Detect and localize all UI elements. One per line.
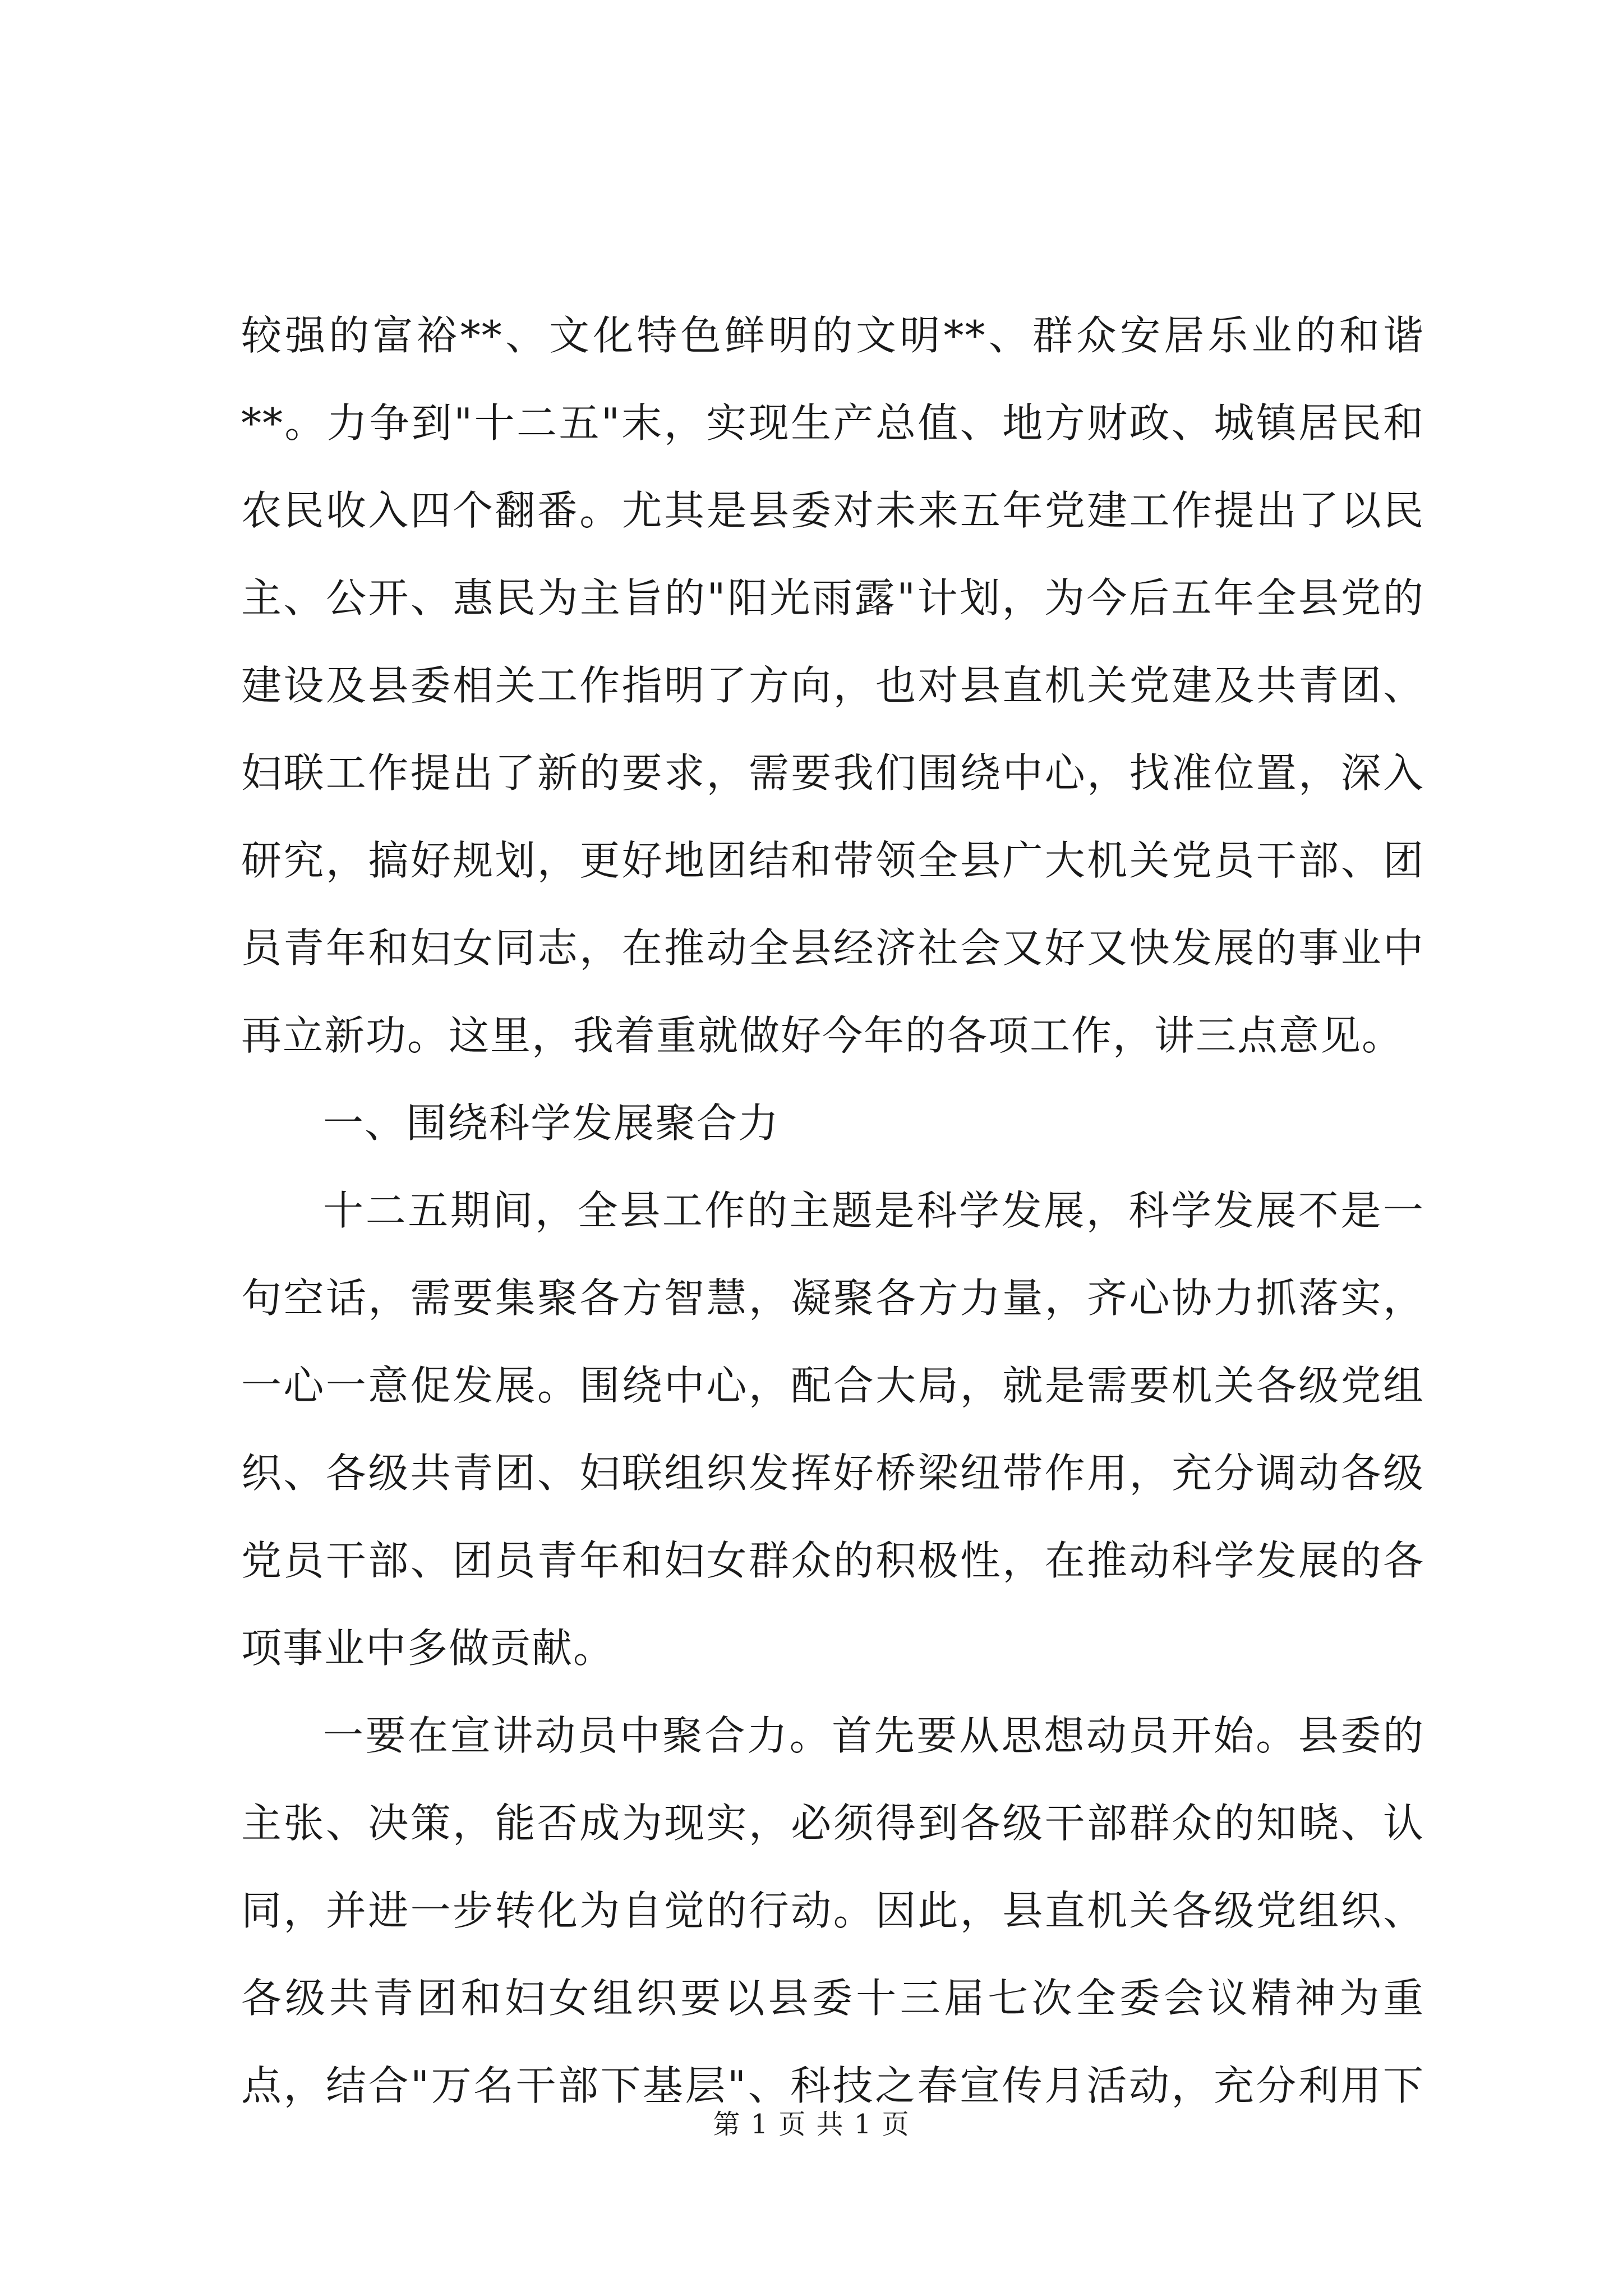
page-number-footer: 第 1 页 共 1 页 xyxy=(713,2109,910,2140)
text-line: 员青年和妇女同志，在推动全县经济社会又好又快发展的事业中 xyxy=(241,924,1424,972)
text-line: 建设及县委相关工作指明了方向，也对县直机关党建及共青团、 xyxy=(241,662,1424,709)
text-line: 各级共青团和妇女组织要以县委十三届七次全委会议精神为重 xyxy=(241,1975,1424,2022)
text-line: 再立新功。这里，我着重就做好今年的各项工作，讲三点意见。 xyxy=(241,1012,1404,1059)
text-line: 主、公开、惠民为主旨的"阳光雨露"计划，为今后五年全县党的 xyxy=(241,574,1424,622)
text-line: 项事业中多做贡献。 xyxy=(241,1625,615,1672)
text-line: 较强的富裕**、文化特色鲜明的文明**、群众安居乐业的和谐 xyxy=(241,312,1424,359)
text-line: 研究，搞好规划，更好地团结和带领全县广大机关党员干部、团 xyxy=(241,837,1424,884)
document-body xyxy=(241,292,1424,2129)
text-line: **。力争到"十二五"末，实现生产总值、地方财政、城镇居民和 xyxy=(241,399,1424,447)
text-line: 妇联工作提出了新的要求，需要我们围绕中心，找准位置，深入 xyxy=(241,749,1424,797)
text-line: 一心一意促发展。围绕中心，配合大局，就是需要机关各级党组 xyxy=(241,1362,1424,1409)
text-line: 一要在宣讲动员中聚合力。首先要从思想动员开始。县委的 xyxy=(323,1712,1424,1759)
text-line: 主张、决策，能否成为现实，必须得到各级干部群众的知晓、认 xyxy=(241,1800,1424,1847)
text-line: 同，并进一步转化为自觉的行动。因此，县直机关各级党组织、 xyxy=(241,1887,1424,1934)
section-heading: 一、围绕科学发展聚合力 xyxy=(323,1099,780,1147)
text-line: 农民收入四个翻番。尤其是县委对未来五年党建工作提出了以民 xyxy=(241,487,1424,534)
text-line: 句空话，需要集聚各方智慧，凝聚各方力量，齐心协力抓落实， xyxy=(241,1274,1424,1322)
text-line: 十二五期间，全县工作的主题是科学发展，科学发展不是一 xyxy=(323,1187,1424,1234)
text-line: 织、各级共青团、妇联组织发挥好桥梁纽带作用，充分调动各级 xyxy=(241,1450,1424,1497)
text-line: 点，结合"万名干部下基层"、科技之春宣传月活动，充分利用下 xyxy=(241,2062,1424,2109)
text-line: 党员干部、团员青年和妇女群众的积极性，在推动科学发展的各 xyxy=(241,1537,1424,1584)
